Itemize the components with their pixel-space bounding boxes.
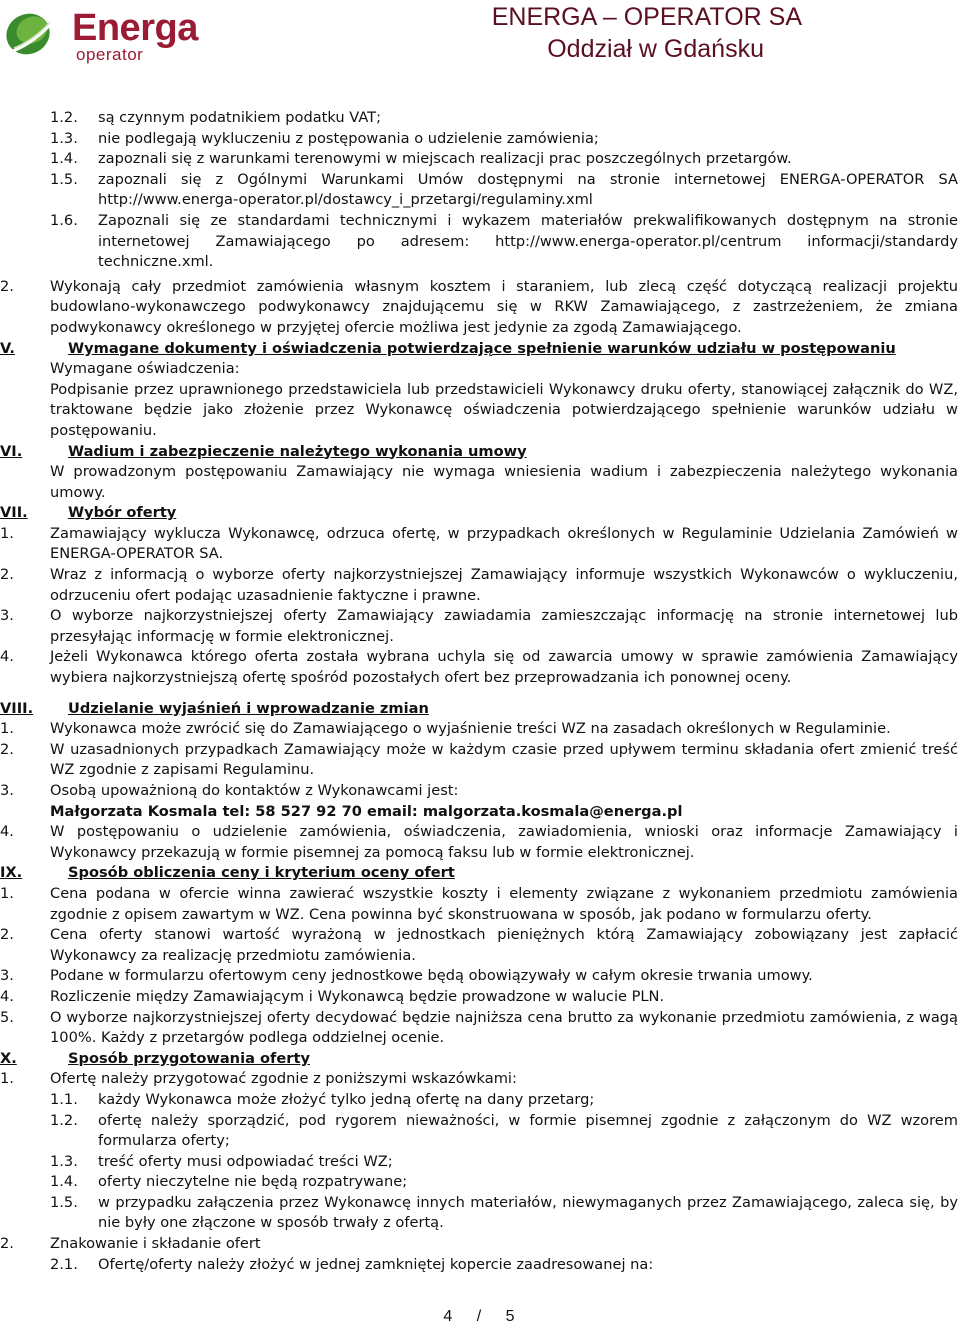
item-text: O wyborze najkorzystniejszej oferty decydować będzie najniższa cena brutto za wykonanie przedmiotu zamówienia, z wagą 100%. Każdy z przetargów podlega oddzielnej ocenie. [50, 1008, 958, 1047]
header-title: ENERGA – OPERATOR SA [491, 3, 802, 31]
item-text: Zamawiający wyklucza Wykonawcę, odrzuca ofertę, w przypadkach określonych w Regulaminie Udzielania Zamówień w ENERGA-OPERATOR SA. [50, 524, 958, 563]
item-number: 3. [0, 607, 14, 625]
leaf-logo-icon [4, 4, 70, 66]
list-item [0, 925, 958, 966]
item-text: Ofertę/oferty należy złożyć w jednej zamkniętej kopercie zaadresowanej na: [98, 1255, 654, 1273]
item-number: 1. [0, 524, 14, 542]
list-item [0, 1111, 958, 1152]
item-text: Zapoznali się ze standardami technicznymi i wykazem materiałów prekwalifikowanych dostępnym na stronie internetowej Zamawiającego po adresem: http://www.energa-operator.pl/centrum informacji/standardy techniczne.xml. [98, 211, 958, 271]
item-number: 2. [0, 926, 14, 944]
list-item [0, 1234, 958, 1255]
list-item [0, 719, 958, 740]
item-number: 1.1. [50, 1090, 78, 1108]
document-body [0, 108, 958, 1275]
item-text: Cena podana w ofercie winna zawierać wszystkie koszty i elementy związane z wykonaniem przedmiotu zamówienia zgodnie z opisem zawartym w WZ. Cena powinna być skonstruowana w sposób, jak podano w formularzu oferty. [50, 884, 958, 923]
item-number: 3. [0, 967, 14, 985]
section-number: VIII. [0, 699, 34, 717]
list-item [0, 1172, 958, 1193]
section-heading-ix [0, 863, 958, 884]
item-text: zapoznali się z warunkami terenowymi w miejscach realizacji prac poszczególnych przetargów. [98, 150, 792, 168]
list-item [0, 1152, 958, 1173]
section-number: IX. [0, 864, 23, 882]
item-number: 2. [0, 1235, 14, 1253]
item-number: 2. [0, 277, 14, 295]
section-number: X. [0, 1049, 17, 1067]
section-title: Sposób przygotowania oferty [68, 1049, 310, 1067]
total-pages: 5 [505, 1308, 517, 1325]
item-text: Podane w formularzu ofertowym ceny jednostkowe będą obowiązywały w całym okresie trwania umowy. [50, 967, 813, 985]
section-vii-list [0, 524, 958, 689]
list-item [0, 966, 958, 987]
item-number: 1.3. [50, 129, 78, 147]
item-text: ofertę należy sporządzić, pod rygorem nieważności, w formie pisemnej zgodnie z załączonym do WZ wzorem formularza oferty; [98, 1111, 958, 1150]
list-item [0, 170, 958, 211]
list-item [0, 1193, 958, 1234]
contact-person: Małgorzata Kosmala tel: 58 527 92 70 email: malgorzata.kosmala@energa.pl [50, 802, 683, 820]
item-number: 4. [0, 823, 14, 841]
list-item [0, 211, 958, 273]
list-item [0, 1008, 958, 1049]
item-number: 1.4. [50, 150, 78, 168]
item-text: Wykonają cały przedmiot zamówienia własnym kosztem i staraniem, lub zlecą część dotyczącą realizacji projektu budowlano-wykonawczego podwykonawcy znajdującemu się w RKW Zamawiającego, z zastrzeżeniem, że zmiana podwykonawcy określonego w przyjętej ofercie możliwa jest jedynie za zgodą Zamawiającego. [50, 277, 958, 336]
list-item [0, 108, 958, 129]
item-text: Znakowanie i składanie ofert [50, 1235, 261, 1253]
item-number: 1.6. [50, 211, 78, 229]
item-text: nie podlegają wykluczeniu z postępowania o udzielenie zamówienia; [98, 129, 599, 147]
item-number: 4. [0, 987, 14, 1005]
item-text: są czynnym podatnikiem podatku VAT; [98, 109, 382, 126]
item-text: Wraz z informacją o wyborze oferty najkorzystniejszej Zamawiający informuje wszystkich Wykonawców o wykluczeniu, odrzuceniu ofert podając uzasadnienie faktyczne i prawne. [50, 566, 958, 604]
section-heading-viii [0, 699, 958, 720]
list-item [0, 740, 958, 781]
section-heading-vii [0, 503, 958, 524]
item-text: Ofertę należy przygotować zgodnie z poniższymi wskazówkami: [50, 1070, 517, 1088]
item-number: 2. [0, 566, 14, 584]
logo-subtitle: operator [76, 45, 144, 64]
section-heading-x [0, 1049, 958, 1070]
item-number: 1. [0, 1070, 14, 1088]
energa-logo [4, 4, 204, 66]
item-number: 1.5. [50, 170, 78, 188]
item-text: oferty nieczytelne nie będą rozpatrywane; [98, 1173, 408, 1191]
list-item [0, 1090, 958, 1111]
section-title: Udzielanie wyjaśnień i wprowadzanie zmian [68, 699, 429, 717]
item-text: Wykonawca może zwrócić się do Zamawiającego o wyjaśnienie treści WZ na zasadach określonych w Regulaminie. [50, 720, 891, 738]
item-number: 5. [0, 1008, 14, 1026]
item-number: 1.3. [50, 1152, 78, 1170]
item-text: W uzasadnionych przypadkach Zamawiający może w każdym czasie przed upływem terminu składania ofert zmienić treść WZ zgodnie z zapisami Regulaminu. [50, 740, 958, 779]
item-text: Cena oferty stanowi wartość wyrażoną w jednostkach pieniężnych którą Zamawiający zobowiązany jest zapłacić Wykonawcy za realizację przedmiotu zamówienia. [50, 926, 958, 964]
section-x-sublist-1 [0, 1090, 958, 1234]
item-number: 1.4. [50, 1173, 78, 1191]
logo-wordmark: Energa [72, 7, 198, 49]
page-number [0, 1308, 960, 1326]
item-number: 4. [0, 648, 14, 666]
list-item [0, 524, 958, 565]
list-item [0, 822, 958, 863]
page-separator: / [476, 1308, 484, 1325]
section-title: Wymagane dokumenty i oświadczenia potwierdzające spełnienie warunków udziału w postępowaniu [68, 339, 896, 357]
list-item [0, 987, 958, 1008]
section-x-sublist-2 [0, 1255, 958, 1276]
list-item [0, 884, 958, 925]
item-text: zapoznali się z Ogólnymi Warunkami Umów dostępnymi na stronie internetowej ENERGA-OPERATOR SA http://www.energa-operator.pl/dostawcy_i_przetargi/regulaminy.xml [98, 170, 958, 209]
list-item [0, 277, 958, 339]
item-text: treść oferty musi odpowiadać treści WZ; [98, 1152, 393, 1170]
section-ix-list [0, 884, 958, 1049]
item-text: każdy Wykonawca może złożyć tylko jedną ofertę na dany przetarg; [98, 1090, 595, 1108]
item-number: 1.2. [50, 1111, 78, 1129]
item-text: Jeżeli Wykonawca którego oferta została wybrana uchyla się od zawarcia umowy w sprawie zamówienia Zamawiający wybiera najkorzystniejszą ofertę spośród pozostałych ofert bez przeprowadzania ich ponownej oceny. [50, 648, 958, 687]
item-number: 2. [0, 740, 14, 758]
item-number: 3. [0, 782, 14, 799]
list-item [0, 565, 958, 606]
section-heading-vi [0, 442, 958, 463]
section-title: Wybór oferty [68, 504, 177, 522]
item-text: W postępowaniu o udzielenie zamówienia, oświadczenia, zawiadomienia, wnioski oraz informacje Zamawiający i Wykonawcy przekazują w formie pisemnej za pomocą faksu lub w formie elektronicznej. [50, 823, 958, 861]
item-number: 1.5. [50, 1193, 78, 1211]
section-viii-list [0, 719, 958, 801]
list-item [0, 129, 958, 150]
paragraph: Wymagane oświadczenia: [50, 360, 240, 378]
list-item [0, 606, 958, 647]
current-page: 4 [443, 1308, 455, 1325]
section-title: Sposób obliczenia ceny i kryterium oceny ofert [68, 864, 455, 882]
list-item [0, 781, 958, 802]
item-number: 1. [0, 884, 14, 902]
list-item [0, 149, 958, 170]
item-text: O wyborze najkorzystniejszej oferty Zamawiający zawiadamia zamieszczając informację na stronie internetowej lub przesyłając informację w formie elektronicznej. [50, 607, 958, 645]
header-subtitle: Oddział w Gdańsku [547, 35, 764, 63]
item-text: Rozliczenie między Zamawiającym i Wykonawcą będzie prowadzone w walucie PLN. [50, 987, 665, 1005]
section-number: V. [0, 339, 15, 357]
item-number: 1.2. [50, 109, 78, 126]
item-text: Osobą upoważnioną do kontaktów z Wykonawcami jest: [50, 782, 459, 799]
list-item [0, 1069, 958, 1090]
section-number: VII. [0, 504, 28, 522]
section-heading-v [0, 339, 958, 360]
list-item [0, 647, 958, 688]
item-text: w przypadku załączenia przez Wykonawcę innych materiałów, niewymaganych przez Zamawiającego, zaleca się, by nie były one złączone w sposób trwały z ofertą. [98, 1193, 958, 1232]
paragraph: W prowadzonym postępowaniu Zamawiający nie wymaga wniesienia wadium i zabezpieczenia należytego wykonania umowy. [50, 463, 958, 501]
section-number: VI. [0, 442, 23, 460]
intro-list [0, 108, 958, 273]
list-item [0, 1255, 958, 1276]
paragraph: Podpisanie przez uprawnionego przedstawiciela lub przedstawicieli Wykonawcy druku oferty, stanowiącej załącznik do WZ, traktowane będzie jako złożenie przez Wykonawcę oświadczenia potwierdzającego spełnienie warunków udziału w postępowaniu. [50, 380, 958, 439]
item-number: 1. [0, 720, 14, 738]
section-title: Wadium i zabezpieczenie należytego wykonania umowy [68, 442, 527, 460]
item-number: 2.1. [50, 1255, 78, 1273]
